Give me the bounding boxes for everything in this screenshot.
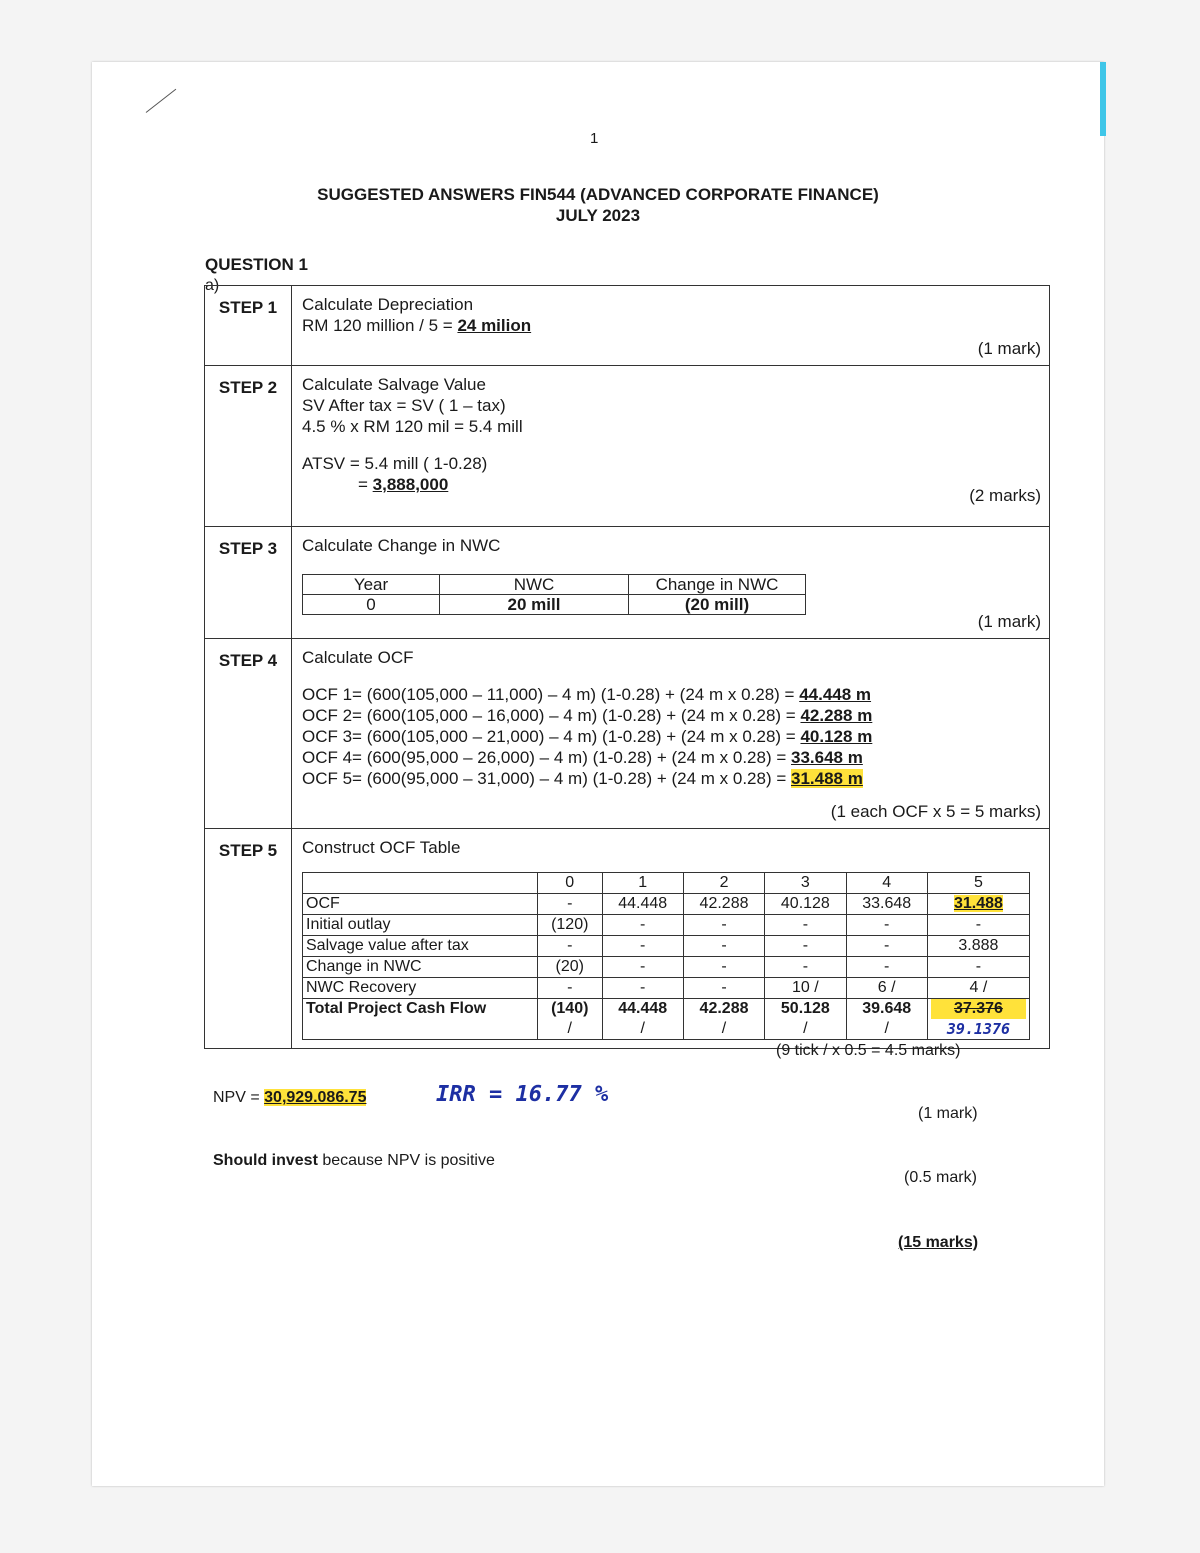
ocf-y5-value: 31.488 <box>953 895 1003 912</box>
change-nwc-y5: - <box>927 957 1029 978</box>
ocf-y4: 33.648 <box>846 894 927 915</box>
step-1-title: Calculate Depreciation <box>302 295 474 314</box>
step-4-marks: (1 each OCF x 5 = 5 marks) <box>830 802 1041 821</box>
step-2-line-1: SV After tax = SV ( 1 – tax) <box>302 396 506 415</box>
part-label: a) <box>205 277 220 294</box>
step-1-row <box>205 286 1050 366</box>
step-3-marks: (1 mark) <box>977 612 1041 631</box>
outlay-y4: - <box>846 915 927 936</box>
ocf-1-value: 44.448 m <box>799 685 872 704</box>
step-4-label: STEP 4 <box>205 639 292 829</box>
ocf-2-formula: OCF 2= (600(105,000 – 16,000) – 4 m) (1-0.28) + (24 m x 0.28) = <box>302 706 801 725</box>
salvage-y4: - <box>846 936 927 957</box>
step-2-label: STEP 2 <box>205 366 292 527</box>
change-nwc-row <box>303 957 1030 978</box>
step-5-label: STEP 5 <box>205 829 292 1049</box>
total-y4-tick: / <box>884 1020 889 1037</box>
npv-prefix: NPV = <box>213 1089 265 1106</box>
step-1-content <box>292 286 1050 366</box>
step-1-marks: (1 mark) <box>977 339 1041 358</box>
total-y4-value: 39.648 <box>862 1000 912 1017</box>
step-3-label: STEP 3 <box>205 527 292 639</box>
recovery-y0: - <box>538 978 603 999</box>
nwc-header-year: Year <box>303 575 440 595</box>
change-nwc-y3: - <box>765 957 846 978</box>
decision-line <box>213 1152 495 1170</box>
year-3: 3 <box>765 873 846 894</box>
decision-marks: (0.5 mark) <box>904 1169 977 1186</box>
page-number: 1 <box>590 130 599 147</box>
recovery-y4: 6 / <box>846 978 927 999</box>
nwc-recovery-row-label: NWC Recovery <box>303 978 538 999</box>
total-y2 <box>683 999 764 1040</box>
ocf-y5 <box>927 894 1029 915</box>
decision-bold: Should invest <box>213 1152 318 1169</box>
step-3-title: Calculate Change in NWC <box>302 536 501 555</box>
recovery-y5: 4 / <box>927 978 1029 999</box>
step-2-atsv-value: 3,888,000 <box>372 475 449 494</box>
recovery-y2: - <box>683 978 764 999</box>
salvage-y3: - <box>765 936 846 957</box>
recovery-y3: 10 / <box>765 978 846 999</box>
step-4-row <box>205 639 1050 829</box>
ocf-3-value: 40.128 m <box>800 727 873 746</box>
step-1-label: STEP 1 <box>205 286 292 366</box>
step-2-line-3: ATSV = 5.4 mill ( 1-0.28) <box>302 454 488 473</box>
ocf-line-4 <box>302 747 1041 768</box>
salvage-y5: 3.888 <box>927 936 1029 957</box>
step-5-row <box>205 829 1050 1049</box>
ocf-row <box>303 894 1030 915</box>
salvage-y2: - <box>683 936 764 957</box>
nwc-value: 20 mill <box>440 595 629 615</box>
step-2-line-2: 4.5 % x RM 120 mil = 5.4 mill <box>302 417 523 436</box>
total-y4 <box>846 999 927 1040</box>
ocf-1-formula: OCF 1= (600(105,000 – 11,000) – 4 m) (1-0.28) + (24 m x 0.28) = <box>302 685 800 704</box>
year-1: 1 <box>602 873 683 894</box>
initial-outlay-row <box>303 915 1030 936</box>
total-y5-handwritten-correction: 39.1376 <box>946 1020 1011 1038</box>
irr-handwritten-note: IRR = 16.77 % <box>436 1082 609 1107</box>
step-2-title: Calculate Salvage Value <box>302 375 486 394</box>
ocf-4-formula: OCF 4= (600(95,000 – 26,000) – 4 m) (1-0.28) + (24 m x 0.28) = <box>302 748 791 767</box>
document-title <box>240 184 956 226</box>
total-y1-value: 44.448 <box>618 1000 668 1017</box>
step-2-row <box>205 366 1050 527</box>
salvage-row-label: Salvage value after tax <box>303 936 538 957</box>
ocf-line-2 <box>302 705 1041 726</box>
outlay-y2: - <box>683 915 764 936</box>
total-y1 <box>602 999 683 1040</box>
nwc-change: (20 mill) <box>629 595 806 615</box>
ocf-corner-cell <box>303 873 538 894</box>
change-nwc-y2: - <box>683 957 764 978</box>
year-0: 0 <box>538 873 603 894</box>
step-2-equals: = <box>358 475 373 494</box>
change-nwc-y4: - <box>846 957 927 978</box>
title-line-2: JULY 2023 <box>555 206 641 225</box>
total-y0-tick: / <box>567 1020 572 1037</box>
npv-value: 30,929.086.75 <box>264 1089 367 1106</box>
ocf-line-5 <box>302 768 1041 789</box>
total-y2-value: 42.288 <box>699 1000 749 1017</box>
salvage-y0: - <box>538 936 603 957</box>
ocf-line-1 <box>302 684 1041 705</box>
salvage-y1: - <box>602 936 683 957</box>
total-y5 <box>927 999 1029 1040</box>
ocf-row-label: OCF <box>303 894 538 915</box>
nwc-header-change: Change in NWC <box>629 575 806 595</box>
total-y3-value: 50.128 <box>780 1000 830 1017</box>
npv-marks: (1 mark) <box>918 1105 978 1122</box>
step-2-content <box>292 366 1050 527</box>
outlay-y5: - <box>927 915 1029 936</box>
total-y3 <box>765 999 846 1040</box>
title-line-1: SUGGESTED ANSWERS FIN544 (ADVANCED CORPORATE FINANCE) <box>317 185 879 204</box>
nwc-year: 0 <box>303 595 440 615</box>
step-2-marks: (2 marks) <box>969 486 1041 505</box>
step-1-formula-line <box>302 315 1041 336</box>
outlay-y1: - <box>602 915 683 936</box>
ocf-line-3 <box>302 726 1041 747</box>
salvage-row <box>303 936 1030 957</box>
npv-line <box>213 1089 366 1107</box>
ocf-cashflow-table <box>302 872 1030 1040</box>
total-row-label: Total Project Cash Flow <box>303 999 538 1040</box>
ocf-4-value: 33.648 m <box>791 748 863 767</box>
question-heading: QUESTION 1 <box>205 255 308 274</box>
change-nwc-y1: - <box>602 957 683 978</box>
ocf-2-value: 42.288 m <box>800 706 873 725</box>
total-y1-tick: / <box>640 1020 645 1037</box>
nwc-table <box>302 574 806 615</box>
step-4-title: Calculate OCF <box>302 648 414 667</box>
ocf-y3: 40.128 <box>765 894 846 915</box>
total-y2-tick: / <box>721 1020 727 1037</box>
step-3-content <box>292 527 1050 639</box>
nwc-header-nwc: NWC <box>440 575 629 595</box>
edge-strip <box>1100 62 1106 136</box>
ocf-5-formula: OCF 5= (600(95,000 – 31,000) – 4 m) (1-0.28) + (24 m x 0.28) = <box>302 769 791 788</box>
step-4-content <box>292 639 1050 829</box>
step-1-result: 24 milion <box>457 316 532 335</box>
year-4: 4 <box>846 873 927 894</box>
answer-table <box>204 285 1050 1049</box>
total-y5-struck-value: 37.376 <box>931 999 1026 1019</box>
outlay-y3: - <box>765 915 846 936</box>
total-y3-tick: / <box>803 1020 808 1037</box>
step-5-content <box>292 829 1050 1049</box>
decision-rest: because NPV is positive <box>317 1152 495 1169</box>
nwc-recovery-row <box>303 978 1030 999</box>
total-marks: (15 marks) <box>898 1234 979 1251</box>
outlay-y0: (120) <box>538 915 603 936</box>
step-2-gap <box>302 437 1041 453</box>
step-1-formula: RM 120 million / 5 = <box>302 316 458 335</box>
step-4-gap <box>302 668 1041 684</box>
ocf-y2: 42.288 <box>683 894 764 915</box>
recovery-y1: - <box>602 978 683 999</box>
step-3-row <box>205 527 1050 639</box>
total-y0-value: (140) <box>551 1000 589 1017</box>
nwc-header-row <box>303 575 806 595</box>
outlay-row-label: Initial outlay <box>303 915 538 936</box>
total-y0 <box>538 999 603 1040</box>
ocf-year-row <box>303 873 1030 894</box>
step-5-title: Construct OCF Table <box>302 838 461 857</box>
total-cashflow-row <box>303 999 1030 1040</box>
change-nwc-row-label: Change in NWC <box>303 957 538 978</box>
step-5-marks: (9 tick / x 0.5 = 4.5 marks) <box>776 1042 961 1059</box>
ocf-5-value: 31.488 m <box>791 769 863 788</box>
year-5: 5 <box>927 873 1029 894</box>
year-2: 2 <box>683 873 764 894</box>
ocf-y1: 44.448 <box>602 894 683 915</box>
change-nwc-y0: (20) <box>538 957 603 978</box>
ocf-y0: - <box>538 894 603 915</box>
ocf-3-formula: OCF 3= (600(105,000 – 21,000) – 4 m) (1-0.28) + (24 m x 0.28) = <box>302 727 801 746</box>
